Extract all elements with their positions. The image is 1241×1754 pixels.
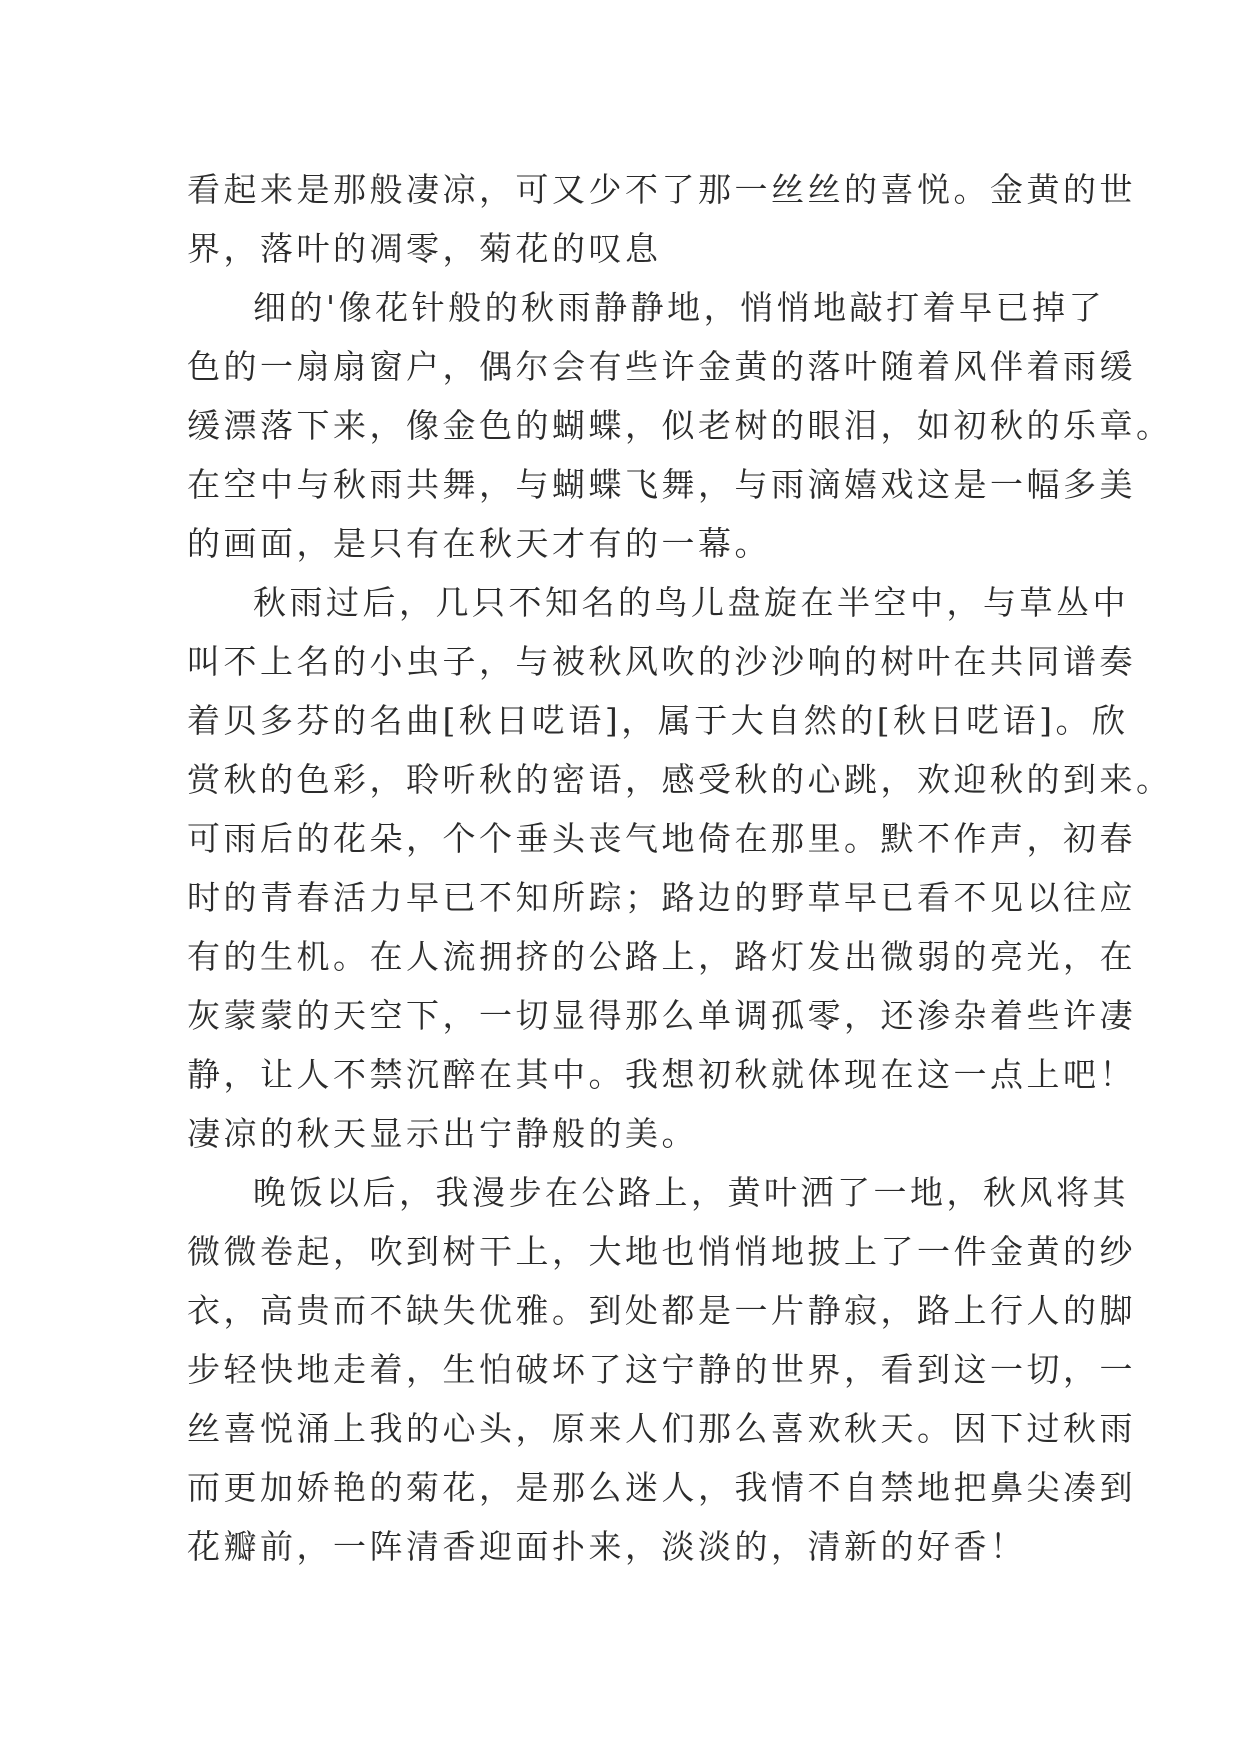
text-line: 有的生机。在人流拥挤的公路上，路灯发出微弱的亮光，在	[187, 937, 1136, 976]
text-line: 时的青春活力早已不知所踪；路边的野草早已看不见以往应	[187, 878, 1136, 917]
paragraph-3	[187, 573, 1173, 1163]
text-line: 界，落叶的凋零，菊花的叹息	[187, 229, 662, 268]
text-line: 缓漂落下来，像金色的蝴蝶，似老树的眼泪，如初秋的乐章。	[187, 406, 1173, 445]
text-line: 花瓣前，一阵清香迎面扑来，淡淡的，清新的好香！	[187, 1527, 1027, 1566]
text-line: 看起来是那般凄凉，可又少不了那一丝丝的喜悦。金黄的世	[187, 170, 1136, 209]
text-line: 晚饭以后，我漫步在公路上，黄叶洒了一地，秋风将其	[253, 1173, 1129, 1212]
text-line: 秋雨过后，几只不知名的鸟儿盘旋在半空中，与草丛中	[253, 583, 1129, 622]
text-line: 静，让人不禁沉醉在其中。我想初秋就体现在这一点上吧！	[187, 1055, 1136, 1094]
text-line: 凄凉的秋天显示出宁静般的美。	[187, 1114, 698, 1153]
text-line: 赏秋的色彩，聆听秋的密语，感受秋的心跳，欢迎秋的到来。	[187, 760, 1173, 799]
text-line: 着贝多芬的名曲[秋日呓语]，属于大自然的[秋日呓语]。欣	[187, 701, 1129, 740]
paragraph-2	[187, 278, 1173, 573]
text-line: 细的'像花针般的秋雨静静地，悄悄地敲打着早已掉了	[253, 288, 1106, 327]
text-line: 叫不上名的小虫子，与被秋风吹的沙沙响的树叶在共同谱奏	[187, 642, 1136, 681]
text-line: 步轻快地走着，生怕破坏了这宁静的世界，看到这一切，一	[187, 1350, 1136, 1389]
text-line: 微微卷起，吹到树干上，大地也悄悄地披上了一件金黄的纱	[187, 1232, 1136, 1271]
essay-body	[187, 160, 1173, 1576]
paragraph-1	[187, 160, 1136, 278]
paragraph-4	[187, 1163, 1136, 1576]
text-line: 色的一扇扇窗户，偶尔会有些许金黄的落叶随着风伴着雨缓	[187, 347, 1136, 386]
text-line: 衣，高贵而不缺失优雅。到处都是一片静寂，路上行人的脚	[187, 1291, 1136, 1330]
text-line: 的画面，是只有在秋天才有的一幕。	[187, 524, 771, 563]
text-line: 灰蒙蒙的天空下，一切显得那么单调孤零，还渗杂着些许凄	[187, 996, 1136, 1035]
text-line: 可雨后的花朵，个个垂头丧气地倚在那里。默不作声，初春	[187, 819, 1136, 858]
text-line: 而更加娇艳的菊花，是那么迷人，我情不自禁地把鼻尖凑到	[187, 1468, 1136, 1507]
text-line: 在空中与秋雨共舞，与蝴蝶飞舞，与雨滴嬉戏这是一幅多美	[187, 465, 1136, 504]
text-line: 丝喜悦涌上我的心头，原来人们那么喜欢秋天。因下过秋雨	[187, 1409, 1136, 1448]
